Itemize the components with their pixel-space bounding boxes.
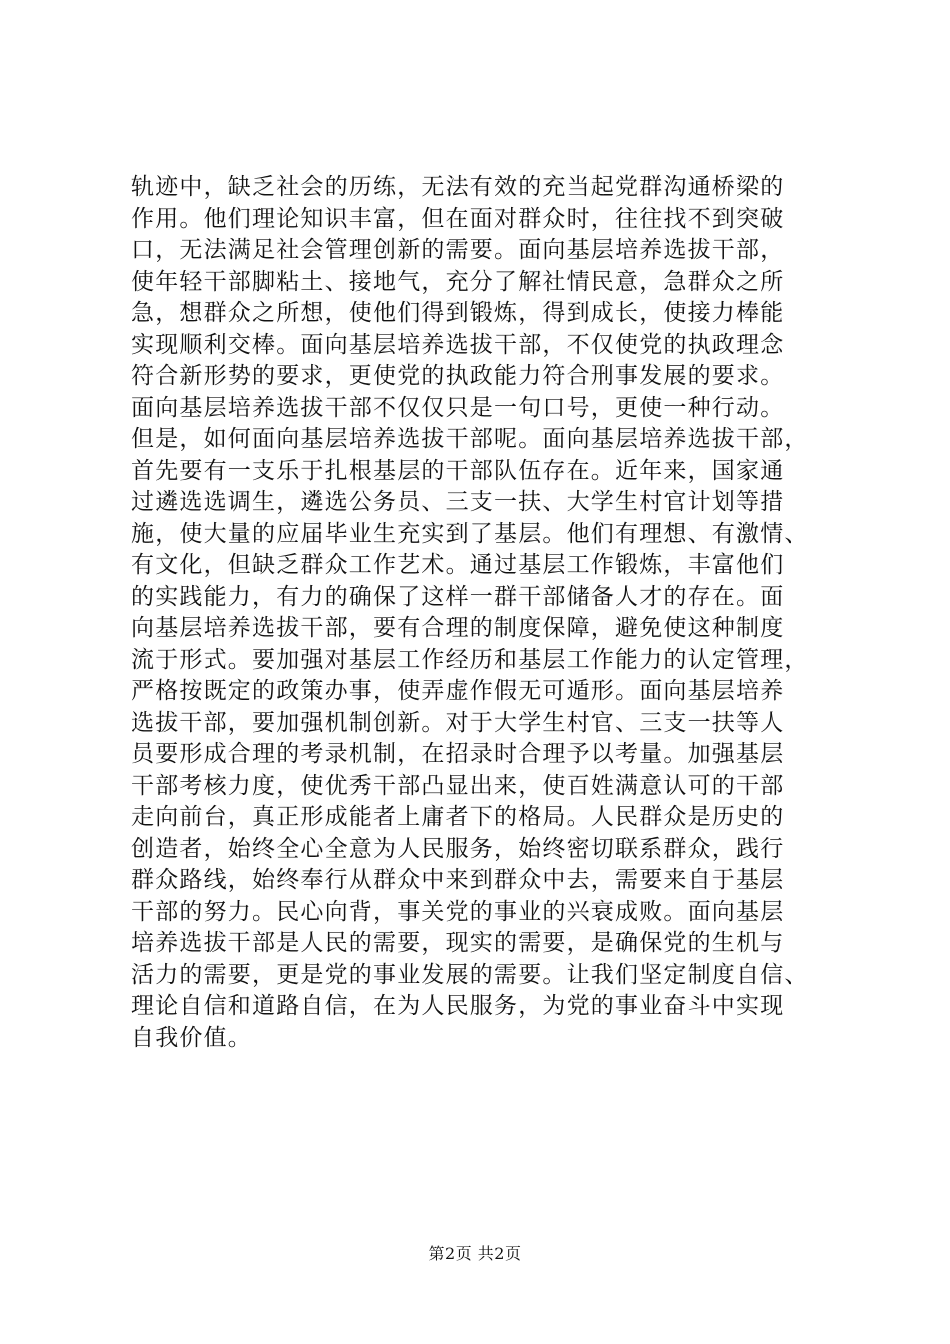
text-line: 的实践能力，有力的确保了这样一群干部储备人才的存在。面 xyxy=(131,583,785,610)
text-line: 实现顺利交棒。面向基层培养选拔干部，不仅使党的执政理念 xyxy=(131,331,785,358)
text-line: 自我价值。 xyxy=(131,1024,252,1051)
text-line: 符合新形势的要求，更使党的执政能力符合刑事发展的要求。 xyxy=(131,363,785,389)
text-line: 干部考核力度，使优秀干部凸显出来，使百姓满意认可的干部 xyxy=(131,772,785,799)
text-line: 但是，如何面向基层培养选拔干部呢。面向基层培养选拔干部， xyxy=(131,426,809,452)
text-line: 向基层培养选拔干部，要有合理的制度保障，避免使这种制度 xyxy=(131,615,785,641)
body-text xyxy=(131,172,831,1054)
text-line: 轨迹中，缺乏社会的历练，无法有效的充当起党群沟通桥梁的 xyxy=(131,174,785,200)
text-line: 使年轻干部脚粘土、接地气，充分了解社情民意，急群众之所 xyxy=(131,268,785,295)
text-line: 群众路线，始终奉行从群众中来到群众中去，需要来自于基层 xyxy=(131,867,785,893)
text-line: 作用。他们理论知识丰富，但在面对群众时，往往找不到突破 xyxy=(131,205,785,232)
text-line: 选拔干部，要加强机制创新。对于大学生村官、三支一扶等人 xyxy=(131,709,785,736)
text-line: 员要形成合理的考录机制，在招录时合理予以考量。加强基层 xyxy=(131,741,785,767)
text-line: 面向基层培养选拔干部不仅仅只是一句口号，更使一种行动。 xyxy=(131,394,785,421)
text-line: 走向前台，真正形成能者上庸者下的格局。人民群众是历史的 xyxy=(131,804,785,830)
text-line: 活力的需要，更是党的事业发展的需要。让我们坚定制度自信、 xyxy=(131,961,809,988)
page-footer: 第2页 共2页 xyxy=(428,1244,522,1263)
text-line: 创造者，始终全心全意为人民服务，始终密切联系群众，践行 xyxy=(131,835,785,862)
text-line: 施，使大量的应届毕业生充实到了基层。他们有理想、有激情、 xyxy=(131,520,809,547)
text-line: 严格按既定的政策办事，使弄虚作假无可遁形。面向基层培养 xyxy=(131,678,785,704)
text-line: 干部的努力。民心向背，事关党的事业的兴衰成败。面向基层 xyxy=(131,898,785,925)
text-line: 理论自信和道路自信，在为人民服务，为党的事业奋斗中实现 xyxy=(131,993,785,1019)
text-line: 流于形式。要加强对基层工作经历和基层工作能力的认定管理， xyxy=(131,646,809,673)
text-line: 过遴选选调生，遴选公务员、三支一扶、大学生村官计划等措 xyxy=(131,489,785,515)
text-line: 口，无法满足社会管理创新的需要。面向基层培养选拔干部， xyxy=(131,237,785,263)
text-line: 急，想群众之所想，使他们得到锻炼，得到成长，使接力棒能 xyxy=(131,300,785,326)
text-line: 培养选拔干部是人民的需要，现实的需要，是确保党的生机与 xyxy=(131,930,785,956)
text-line: 首先要有一支乐于扎根基层的干部队伍存在。近年来，国家通 xyxy=(131,457,785,484)
text-line: 有文化，但缺乏群众工作艺术。通过基层工作锻炼，丰富他们 xyxy=(131,552,785,578)
